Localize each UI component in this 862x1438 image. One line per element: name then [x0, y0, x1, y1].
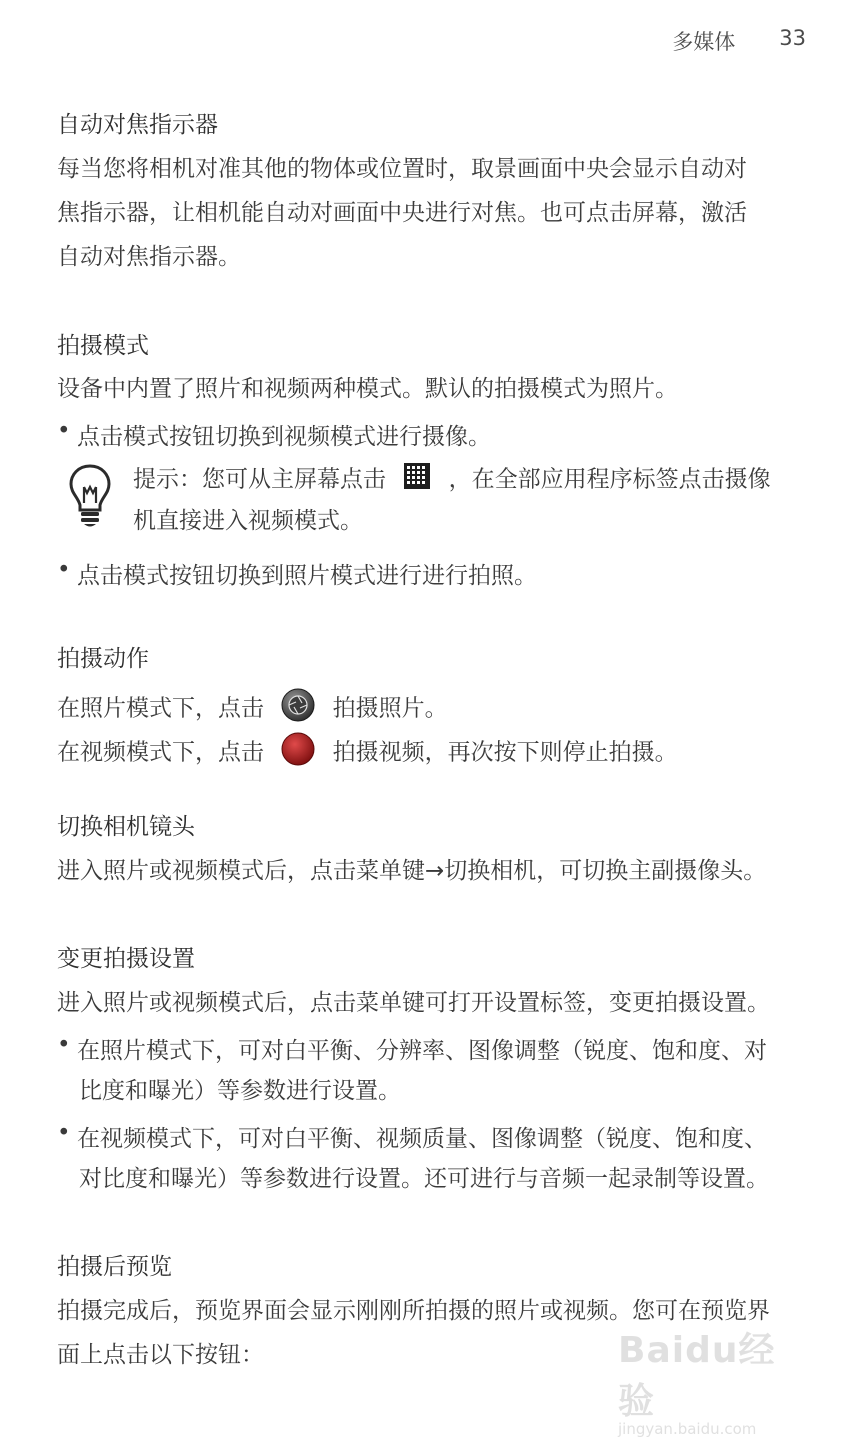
switch-camera-title: 切换相机镜头 — [57, 814, 195, 840]
change-settings-title: 变更拍摄设置 — [57, 946, 195, 972]
shutter-button-icon — [281, 688, 315, 730]
video-action-text-a: 在视频模式下，点击 — [57, 739, 264, 766]
mode-bullet-2: 点击模式按钮切换到照片模式进行进行拍照。 — [77, 563, 537, 589]
preview-line-2: 面上点击以下按钮： — [57, 1342, 264, 1368]
settings-bullet-2-line-1: 在视频模式下，可对白平衡、视频质量、图像调整（锐度、饱和度、 — [77, 1126, 767, 1152]
mode-bullet-1: 点击模式按钮切换到视频模式进行摄像。 — [77, 424, 491, 450]
tip-line-2: 机直接进入视频模式。 — [133, 508, 363, 534]
shooting-action-title: 拍摄动作 — [57, 646, 149, 672]
change-settings-intro: 进入照片或视频模式后，点击菜单键可打开设置标签，变更拍摄设置。 — [57, 990, 770, 1016]
bullet-dot: • — [57, 1120, 71, 1146]
page-header — [672, 26, 806, 56]
tip-text-b: ，在全部应用程序标签点击摄像 — [448, 466, 771, 493]
baidu-watermark — [618, 1322, 808, 1438]
lightbulb-icon — [68, 463, 112, 533]
bullet-dot: • — [57, 1032, 71, 1058]
preview-line-1: 拍摄完成后，预览界面会显示刚刚所拍摄的照片或视频。您可在预览界 — [57, 1298, 770, 1324]
autofocus-line-3: 自动对焦指示器。 — [57, 244, 241, 270]
all-apps-grid-icon — [403, 462, 431, 498]
photo-action-line — [57, 688, 448, 730]
preview-title: 拍摄后预览 — [57, 1254, 172, 1280]
record-button-icon — [281, 732, 315, 774]
tip-line-1 — [133, 462, 771, 498]
switch-camera-text: 进入照片或视频模式后，点击菜单键→切换相机，可切换主副摄像头。 — [57, 858, 767, 884]
watermark-logo: Baidu经验 — [618, 1330, 776, 1422]
autofocus-line-1: 每当您将相机对准其他的物体或位置时，取景画面中央会显示自动对 — [57, 156, 747, 182]
autofocus-line-2: 焦指示器，让相机能自动对画面中央进行对焦。也可点击屏幕，激活 — [57, 200, 747, 226]
bullet-dot: • — [57, 418, 71, 444]
video-action-text-b: 拍摄视频，再次按下则停止拍摄。 — [332, 739, 678, 766]
settings-bullet-2-line-2: 对比度和曝光）等参数进行设置。还可进行与音频一起录制等设置。 — [79, 1166, 769, 1192]
tip-text-a: 提示：您可从主屏幕点击 — [133, 466, 386, 493]
page-number: 33 — [779, 26, 806, 50]
autofocus-title: 自动对焦指示器 — [57, 112, 218, 138]
photo-action-text-a: 在照片模式下，点击 — [57, 695, 264, 722]
section-name: 多媒体 — [672, 30, 736, 54]
settings-bullet-1-line-1: 在照片模式下，可对白平衡、分辨率、图像调整（锐度、饱和度、对 — [77, 1038, 767, 1064]
shooting-mode-intro: 设备中内置了照片和视频两种模式。默认的拍摄模式为照片。 — [57, 376, 678, 402]
bullet-dot: • — [57, 557, 71, 583]
shooting-mode-title: 拍摄模式 — [57, 333, 149, 359]
settings-bullet-1-line-2: 比度和曝光）等参数进行设置。 — [79, 1078, 401, 1104]
watermark-url: jingyan.baidu.com — [618, 1420, 757, 1438]
photo-action-text-b: 拍摄照片。 — [332, 695, 448, 722]
video-action-line — [57, 732, 678, 774]
